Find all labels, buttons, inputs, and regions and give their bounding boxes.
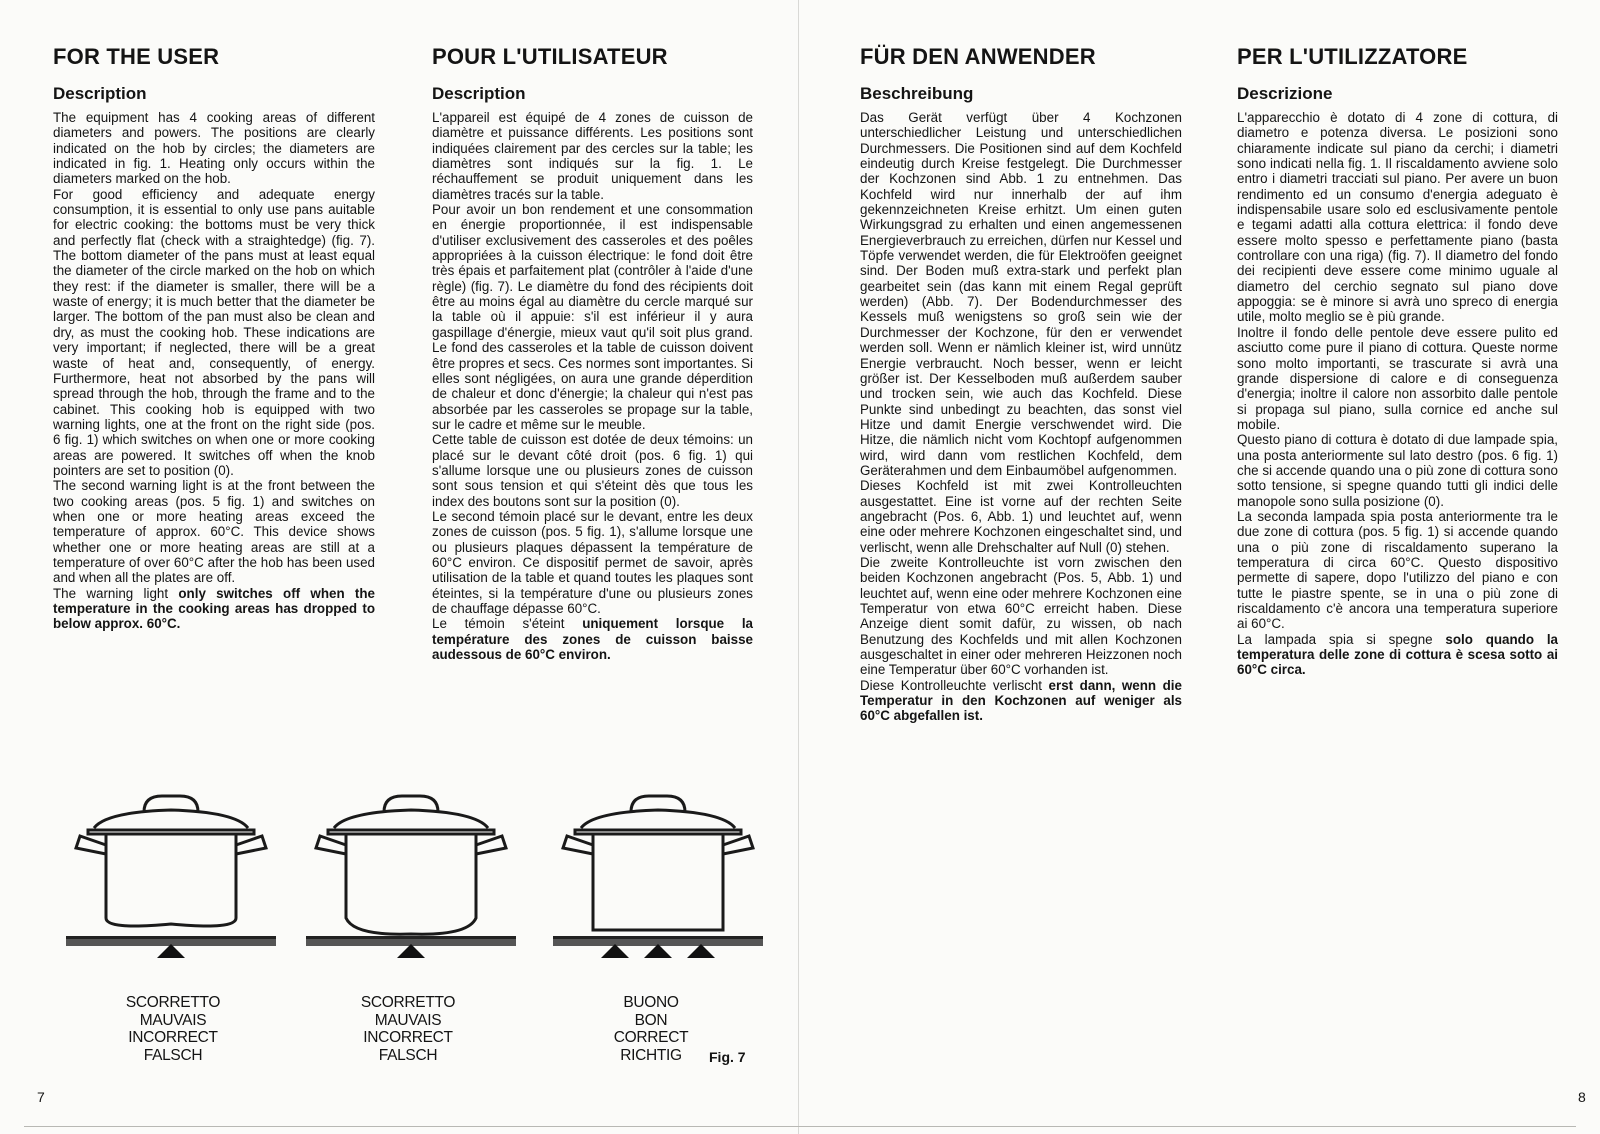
section-subtitle: Descrizione [1237, 84, 1333, 103]
paragraph: La seconda lampada spia posta anteriormente tra le due zone di cottura (pos. 5 fig. 1) si accende quando una o più zone di riscaldamento superano la temperatura di circa 60°C. Questo dispositivo permette di sapere, dopo l'utilizzo del piano e con tutte le piastre spente, se in una o più zone di riscaldamento c'è ancora una temperatura superiore ai 60°C. [1237, 508, 1558, 632]
heat-arrow-icon [397, 944, 425, 958]
section-title: POUR L'UTILISATEUR [432, 44, 668, 69]
heat-arrow-icon [687, 944, 715, 958]
paragraph: Dieses Kochfeld ist mit zwei Kontrolleuchten ausgestattet. Eine ist vorne auf der rechten Seite angebracht (Pos. 6, Abb. 1) und leuchtet auf, wenn eine oder mehrere Kochzonen eingeschaltet sind, und verlischt, wenn alle Drehschalter auf Null (0) stehen. [860, 478, 1182, 555]
section-subtitle: Description [432, 84, 526, 103]
bottom-rule [24, 1126, 1576, 1127]
paragraph: Inoltre il fondo delle pentole deve essere pulito ed asciutto come pure il piano di cottura. Queste norme sono molto importanti, se trascurate si avrà una grande dispersione di calore e di conseguenza d'energia; inoltre il calore non assorbito dalle pentole si propaga sul piano, sulla cornice ed anche sul mobile. [1237, 324, 1558, 432]
heat-arrow-icon [601, 944, 629, 958]
body-text [432, 110, 753, 662]
figure-caption-incorrect-1: SCORRETTO MAUVAIS INCORRECT FALSCH [125, 994, 221, 1064]
heat-arrow-icon [644, 944, 672, 958]
closing-paragraph: La lampada spia si spegne solo quando la temperatura delle zone di cottura è scesa sotto ai 60°C circa. [1237, 631, 1558, 678]
body-text [1237, 110, 1558, 678]
paragraph: L'appareil est équipé de 4 zones de cuisson de diamètre et puissance différents. Les positions sont indiquées clairement par des cercles sur la table; les diamètres sont indiqués sur la fig. 1. Le réchauffement se produit uniquement dans les diamètres tracés sur la table. [432, 110, 753, 202]
closing-paragraph: The warning light only switches off when the temperature in the cooking areas has dropped to below approx. 60°C. [53, 585, 375, 632]
figure-label: Fig. 7 [709, 1049, 746, 1065]
section-subtitle: Beschreibung [860, 84, 974, 103]
body-text [53, 110, 375, 632]
paragraph: Questo piano di cottura è dotato di due lampade spia, una posta anteriormente sul lato destro (pos. 6 fig. 1) che si accende quando una o più zone di cottura sono sotto tensione, si spegne quando tutti gli indici delle manopole sono sulla posizione (0). [1237, 432, 1558, 509]
column-german [860, 44, 1182, 724]
paragraph: L'apparecchio è dotato di 4 zone di cottura, di diametro e potenza diversa. Le posizioni sono chiaramente indicate sul piano da cerchi; i diametri sono indicati nella fig. 1. Il riscaldamento avviene solo entro i diametri tracciati sul piano. Per avere un buon rendimento ed un consumo d'energia adeguato è indispensabile usare solo ed esclusivamente pentole e tegami adatti alla cottura elettrica: il fondo deve essere molto spesso e perfettamente piano (basta controllare con una riga) (fig. 7). Il diametro del fondo dei recipienti deve essere come minimo uguale al diametro del cerchio segnato sul piano dove appoggia: se è minore si avrà uno spreco di energia utile, molto meglio se è più grande. [1237, 110, 1558, 325]
pot-illustration-convex [306, 790, 516, 980]
paragraph: Le second témoin placé sur le devant, entre les deux zones de cuisson (pos. 5 fig. 1), s'allume lorsque une ou plusieurs plaques dépassent la température de 60°C environ. Ce dispositif permet de savoir, après utilisation de la table et quand toutes les plaques sont éteintes, si la température d'une ou plusieurs zones de chauffage dépasse 60°C. [432, 508, 753, 616]
figure-caption-incorrect-2: SCORRETTO MAUVAIS INCORRECT FALSCH [360, 994, 456, 1064]
column-english [53, 44, 375, 632]
page-number-left: 7 [37, 1089, 45, 1105]
body-text [860, 110, 1182, 724]
paragraph: The second warning light is at the front between the two cooking areas (pos. 5 fig. 1) and switches on when one or more heating areas exceed the temperature of approx. 60°C. This device shows whether one or more heating areas are still at a temperature of over 60°C after the hob has been used and when all the plates are off. [53, 478, 375, 586]
section-title: PER L'UTILIZZATORE [1237, 44, 1468, 69]
closing-paragraph: Diese Kontrolleuchte verlischt erst dann, wenn die Temperatur in den Kochzonen auf weniger als 60°C abgefallen ist. [860, 677, 1182, 724]
paragraph: Cette table de cuisson est dotée de deux témoins: un placé sur le devant côté droit (pos. 6 fig. 1) qui s'allume lorsque une ou plusieurs zones de cuisson sont sous tension et qui s'éteint dès que tous les index des boutons sont sur la position (0). [432, 432, 753, 509]
pot-illustration-flat [553, 790, 763, 980]
column-french [432, 44, 753, 662]
figure-caption-correct: BUONO BON CORRECT RICHTIG [613, 994, 689, 1064]
section-subtitle: Description [53, 84, 147, 103]
pot-illustration-concave [66, 790, 276, 980]
paragraph: Die zweite Kontrolleuchte ist vorn zwischen den beiden Kochzonen angebracht (Pos. 5, Abb. 1) und leuchtet auf, wenn eine oder mehrere Kochzonen eine Temperatur von etwa 60°C erreicht haben. Diese Anzeige dient somit dafür, zu wissen, ob nach Benutzung des Kochfelds und mit allen Kochzonen ausgeschaltet in einer oder mehreren Heizzonen noch eine Temperatur über 60°C vorhanden ist. [860, 554, 1182, 678]
paragraph: Pour avoir un bon rendement et une consommation en énergie proportionnée, il est indispensable d'utiliser exclusivement des casseroles et des poêles appropriées à la cuisson électrique: le fond doit être très épais et parfaitement plat (contrôler à l'aide d'une règle) (fig. 7). Le diamètre du fond des récipients doit être au moins égal au diamètre du cercle marqué sur la table où il appuie: s'il est inférieur il y aura gaspillage d'énergie, mieux vaut qu'il soit plus grand. Le fond des casseroles et la table de cuisson doivent être propres et secs. Ces normes sont importantes. Si elles sont négligées, on aura une grande déperdition de chaleur et donc d'énergie; la chaleur qui n'est pas absorbée par les casseroles se propage sur la table, sur le cadre et même sur le meuble. [432, 202, 753, 432]
closing-paragraph: Le témoin s'éteint uniquement lorsque la température des zones de cuisson baisse audessous de 60°C environ. [432, 616, 753, 663]
page-gutter [798, 0, 799, 1134]
paragraph: For good efficiency and adequate energy consumption, it is essential to only use pans auitable for electric cooking: the bottoms must be very thick and perfectly flat (check with a straightedge) (fig. 7). The bottom diameter of the pans must at least equal the diameter of the circle marked on the hob on which they rest: if the diameter is smaller, there will be a waste of energy; it is much better that the diameter be larger. The bottom of the pan must also be clean and dry, as must the cooking hob. These indications are very important; if neglected, there will be a great waste of heat and, consequently, of energy. Furthermore, heat not absorbed by the pans will spread through the hob, through the frame and to the cabinet. This cooking hob is equipped with two warning lights, one at the front on the right side (pos. 6 fig. 1) which switches on when one or more cooking areas are powered. It switches off when the knob pointers are set to position (0). [53, 186, 375, 478]
paragraph: The equipment has 4 cooking areas of different diameters and powers. The positions are clearly indicated on the hob by circles; the diameters are indicated in fig. 1. Heating only occurs within the diameters marked on the hob. [53, 110, 375, 187]
column-italian [1237, 44, 1558, 678]
paragraph: Das Gerät verfügt über 4 Kochzonen unterschiedlicher Leistung und unterschiedlichen Durchmessers. Die Positionen sind auf dem Kochfeld eindeutig durch Kreise festgelegt. Die Durchmesser der Kochzonen sind Abb. 1 zu entnehmen. Das Kochfeld wird nur innerhalb der auf ihm gekennzeichneten Kreise erhitzt. Um einen guten Wirkungsgrad zu erhalten und einen angemessenen Energieverbrauch zu erreichen, dürfen nur Kessel und Töpfe verwendet werden, die für Elektroöfen geeignet sind. Der Boden muß extra-stark und perfekt plan gearbeitet sein (das kann mit einem Regal geprüft werden) (Abb. 7). Der Bodendurchmesser des Kessels muß wenigstens so groß sein wie der Durchmesser der Kochzone, für den er verwendet werden soll. Wenn er nämlich kleiner ist, wird unnütz Energie verbraucht. Noch besser, wenn er leicht größer ist. Der Kesselboden muß außerdem sauber und trocken sein, wie auch das Kochfeld. Diese Punkte sind unbedingt zu beachten, das sonst viel Hitze und damit Energie verschwendet wird. Die Hitze, die nämlich nicht vom Kochtopf aufgenommen wird, wird dann vom restlichen Kochfeld, dem Geräterahmen und dem Einbaumöbel aufgenommen. [860, 110, 1182, 478]
section-title: FOR THE USER [53, 44, 220, 69]
heat-arrow-icon [157, 944, 185, 958]
page-number-right: 8 [1578, 1089, 1586, 1105]
section-title: FÜR DEN ANWENDER [860, 44, 1096, 69]
